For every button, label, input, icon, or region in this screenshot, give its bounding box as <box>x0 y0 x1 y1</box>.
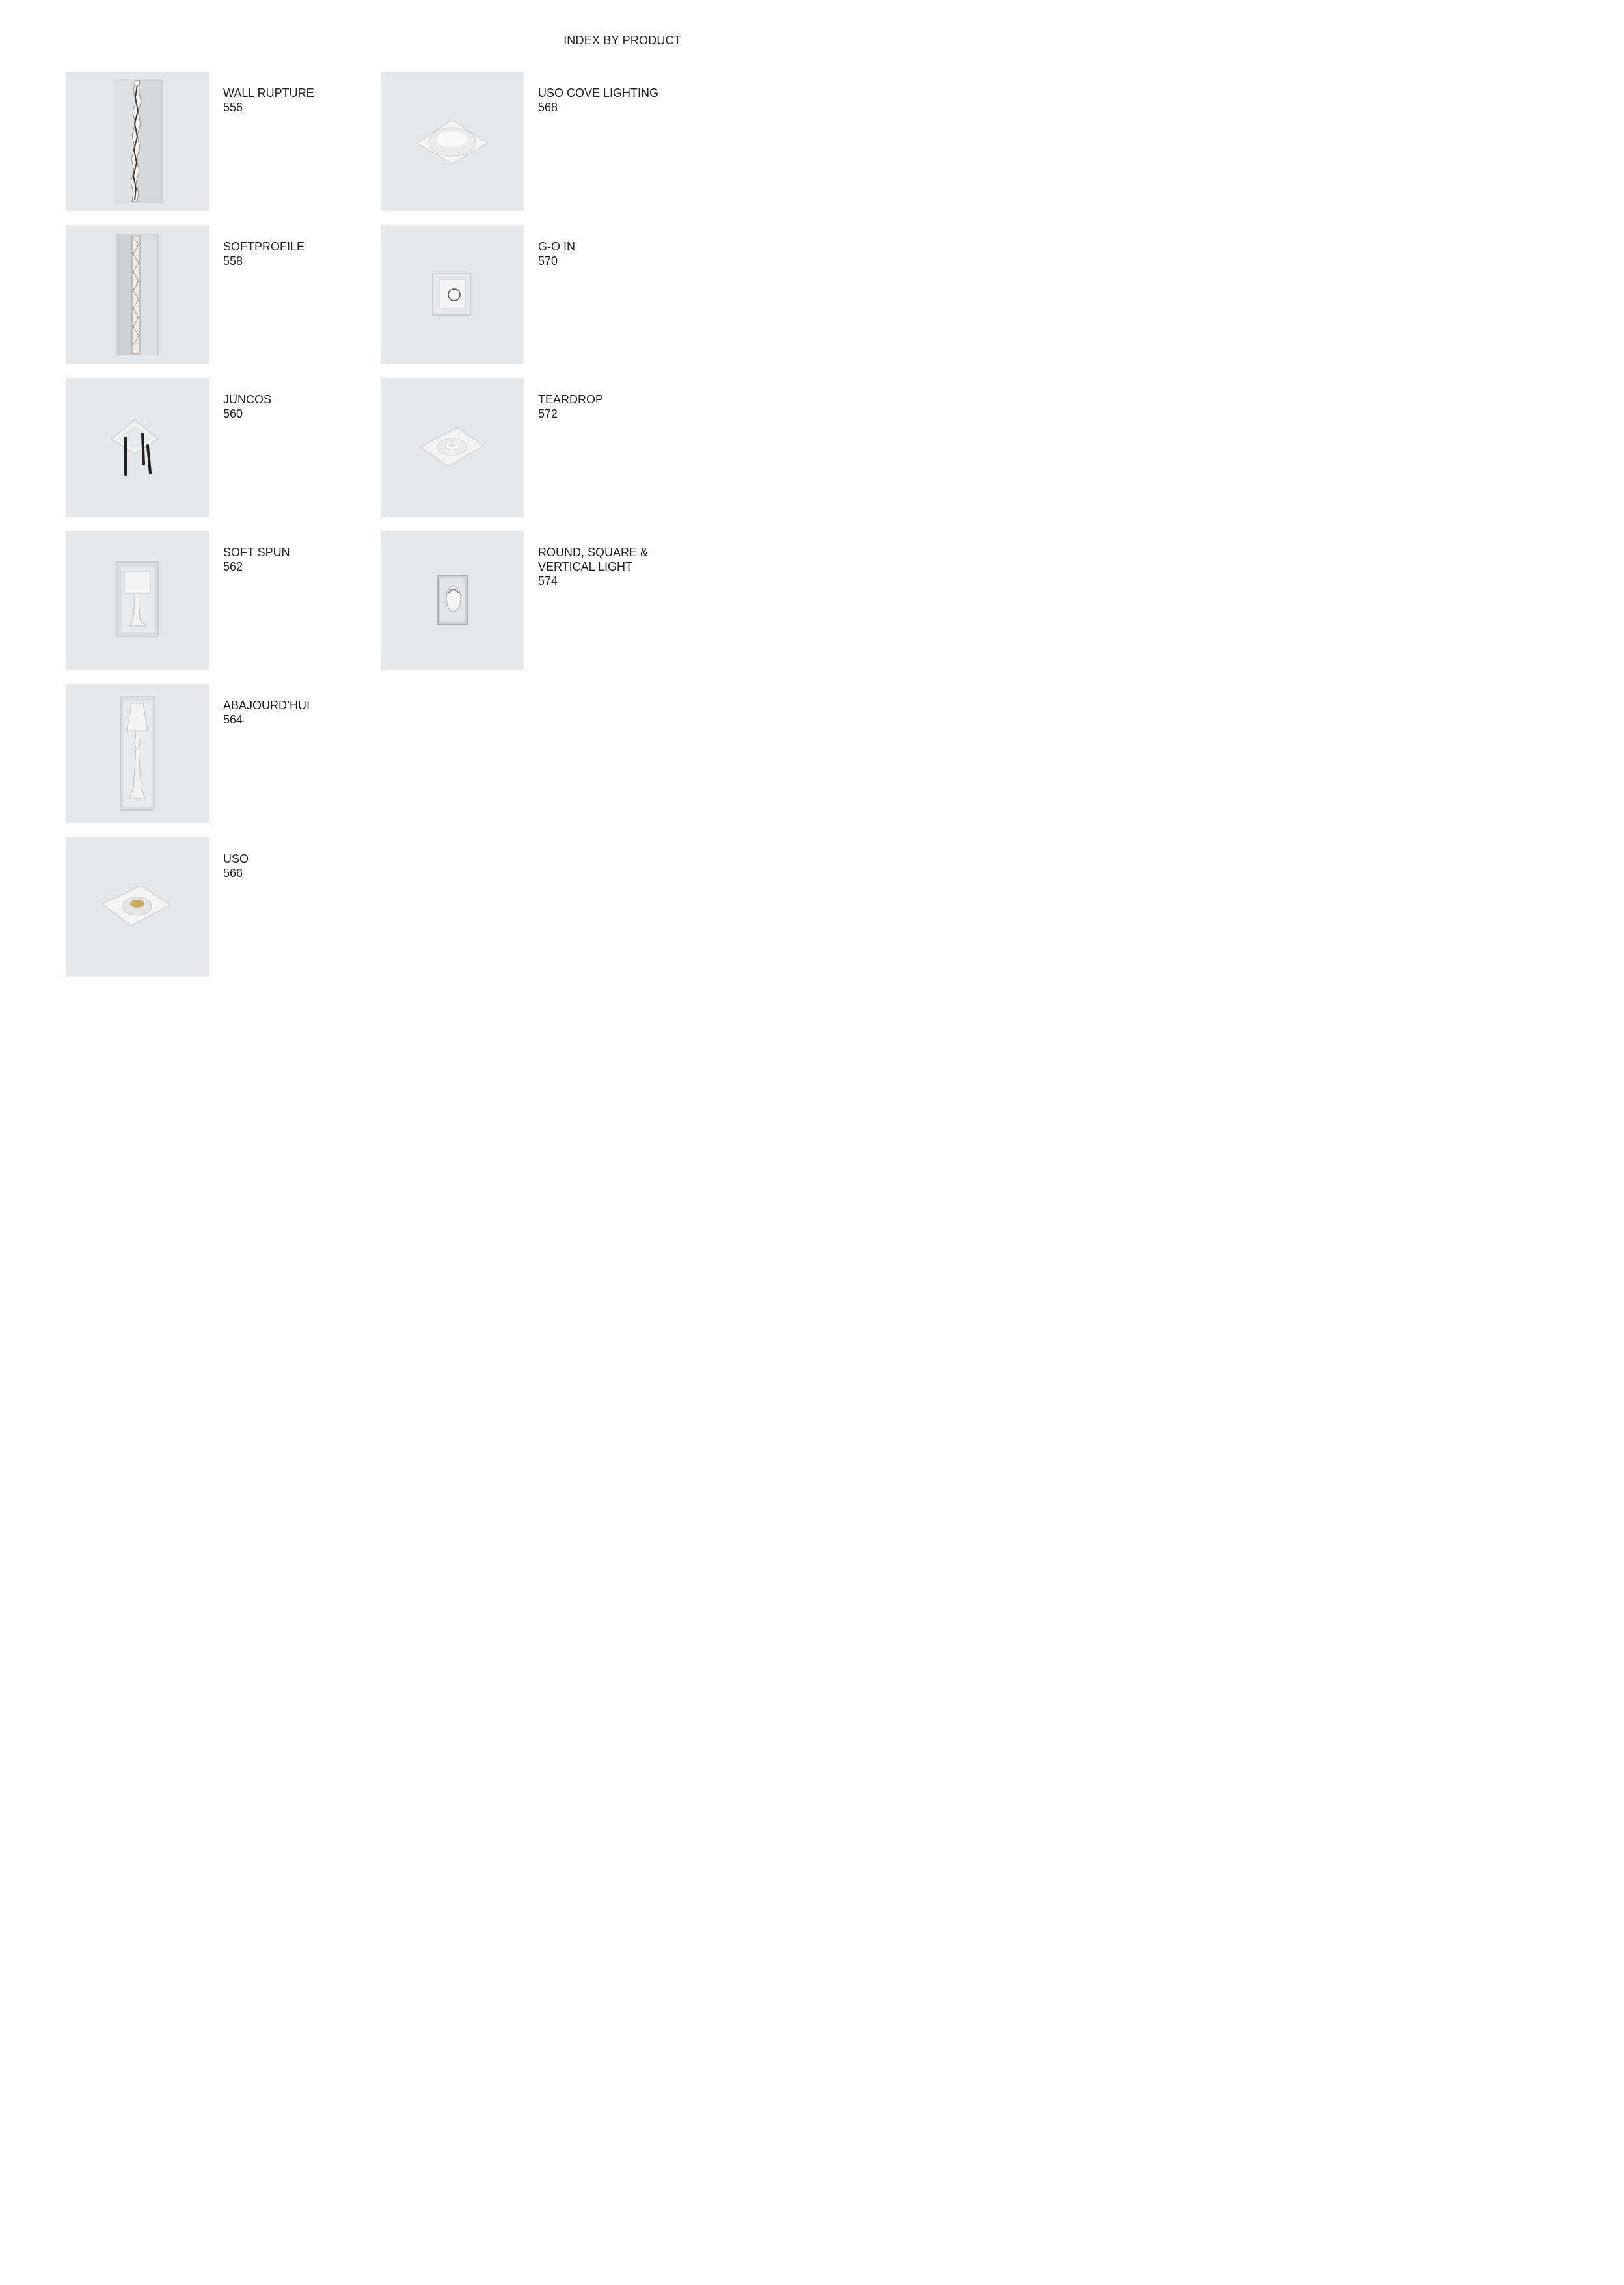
product-name: SOFTPROFILE <box>223 240 305 253</box>
product-page: 570 <box>538 254 558 267</box>
product-label <box>538 225 575 282</box>
product-label <box>223 378 271 435</box>
product-page: 562 <box>223 560 243 573</box>
product-page: 572 <box>538 407 558 420</box>
soft-spun-image <box>66 531 209 670</box>
product-label <box>538 531 648 602</box>
product-name: USO COVE LIGHTING <box>538 87 659 100</box>
product-label <box>223 684 310 741</box>
product-page: 566 <box>223 867 243 880</box>
product-label <box>538 378 603 435</box>
product-label <box>223 531 290 588</box>
softprofile-image <box>66 225 209 364</box>
product-name: ABAJOURD’HUI <box>223 699 310 712</box>
product-page: 558 <box>223 254 243 267</box>
product-page: 560 <box>223 407 243 420</box>
product-page: 556 <box>223 101 243 114</box>
product-name: G-O IN <box>538 240 575 253</box>
product-page: 574 <box>538 575 558 588</box>
product-label <box>223 72 314 129</box>
uso-image <box>66 837 209 977</box>
product-name: TEARDROP <box>538 393 604 406</box>
product-page: 564 <box>223 713 243 726</box>
teardrop-image <box>381 378 524 517</box>
product-name: JUNCOS <box>223 393 272 406</box>
product-name: SOFT SPUN <box>223 546 290 559</box>
wall-rupture-image <box>66 72 209 211</box>
product-label <box>223 837 249 895</box>
product-label <box>223 225 304 282</box>
product-name: WALL RUPTURE <box>223 87 314 100</box>
product-name: USO <box>223 852 249 865</box>
product-page: 568 <box>538 101 558 114</box>
juncos-image <box>66 378 209 517</box>
g-o-in-image <box>381 225 524 364</box>
abajourdhui-image <box>66 684 209 823</box>
page-header: INDEX BY PRODUCT <box>563 34 681 47</box>
product-label <box>538 72 658 129</box>
product-name: ROUND, SQUARE & VERTICAL LIGHT <box>538 546 649 573</box>
round-square-vertical-light-image <box>381 531 524 670</box>
uso-cove-lighting-image <box>381 72 524 211</box>
